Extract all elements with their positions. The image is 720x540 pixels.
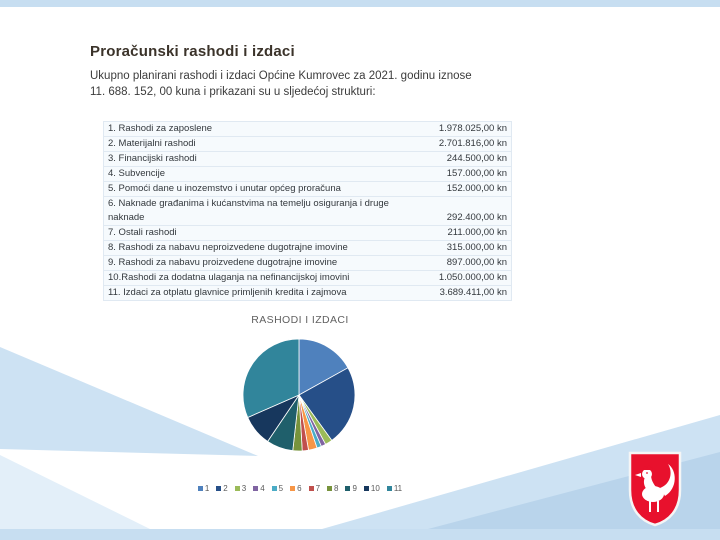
legend-swatch [309, 486, 314, 491]
top-accent-strip [0, 0, 720, 7]
row-value: 1.978.025,00 kn [431, 122, 512, 137]
legend-swatch [387, 486, 392, 491]
table-row [104, 271, 512, 286]
chart-title: RASHODI I IZDACI [251, 314, 349, 326]
budget-table [103, 121, 512, 301]
legend-item [290, 484, 301, 493]
row-label: 8. Rashodi za nabavu neproizvedene dugotrajne imovine [104, 241, 431, 256]
row-label: 11. Izdaci za otplatu glavnice primljenih kredita i zajmova [104, 286, 431, 301]
legend-item [364, 484, 380, 493]
legend-label: 10 [370, 484, 380, 493]
legend-swatch [253, 486, 258, 491]
legend-item [327, 484, 338, 493]
legend-item [272, 484, 283, 493]
legend-item [253, 484, 264, 493]
row-value: 292.400,00 kn [431, 197, 512, 226]
legend-label: 8 [334, 484, 339, 493]
kumrovec-coat-of-arms-icon [627, 450, 683, 528]
row-value: 315.000,00 kn [431, 241, 512, 256]
row-label: 7. Ostali rashodi [104, 226, 431, 241]
slide-title: Proračunski rashodi i izdaci [90, 43, 295, 60]
row-value: 2.701.816,00 kn [431, 137, 512, 152]
legend-swatch [327, 486, 332, 491]
legend-label: 11 [393, 484, 403, 493]
row-label: 5. Pomoći dane u inozemstvo i unutar općeg proračuna [104, 182, 431, 197]
table-row [104, 122, 512, 137]
intro-line-1: Ukupno planirani rashodi i izdaci Općine Kumrovec za 2021. godinu iznose [90, 70, 472, 82]
rooster-eye [646, 472, 648, 474]
row-label: 9. Rashodi za nabavu proizvedene dugotrajne imovine [104, 256, 431, 271]
legend-item [345, 484, 356, 493]
row-value: 1.050.000,00 kn [431, 271, 512, 286]
legend-label: 9 [352, 484, 357, 493]
pie-chart-svg [240, 336, 358, 454]
row-label: 10.Rashodi za dodatna ulaganja na nefinancijskoj imovini [104, 271, 431, 286]
table-row [104, 226, 512, 241]
legend-label: 4 [260, 484, 265, 493]
legend-swatch [198, 486, 203, 491]
table-row [104, 182, 512, 197]
row-label: 6. Naknade građanima i kućanstvima na temelju osiguranja i druge naknade [104, 197, 431, 226]
row-label: 1. Rashodi za zaposlene [104, 122, 431, 137]
legend-swatch [345, 486, 350, 491]
table-row [104, 137, 512, 152]
row-value: 3.689.411,00 kn [431, 286, 512, 301]
legend-item [198, 484, 209, 493]
table-row [104, 286, 512, 301]
legend-label: 2 [223, 484, 228, 493]
legend-swatch [290, 486, 295, 491]
row-value: 244.500,00 kn [431, 152, 512, 167]
left-decorative-wedge [0, 347, 258, 456]
budget-table-body [104, 122, 512, 301]
legend-item [235, 484, 246, 493]
legend-label: 5 [278, 484, 284, 493]
table-row [104, 167, 512, 182]
legend-item [216, 484, 227, 493]
legend-label: 3 [241, 484, 247, 493]
legend-label: 6 [297, 484, 302, 493]
table-row [104, 256, 512, 271]
intro-line-2: 11. 688. 152, 00 kuna i prikazani su u sljedećoj strukturi: [90, 85, 376, 98]
table-row [104, 152, 512, 167]
legend-label: 7 [315, 484, 321, 493]
bottom-accent-strip [0, 529, 720, 540]
row-label: 4. Subvencije [104, 167, 431, 182]
legend-swatch [364, 486, 369, 491]
legend-swatch [216, 486, 221, 491]
row-label: 2. Materijalni rashodi [104, 137, 431, 152]
row-value: 157.000,00 kn [431, 167, 512, 182]
row-value: 152.000,00 kn [431, 182, 512, 197]
row-value: 211.000,00 kn [431, 226, 512, 241]
chart-legend [0, 484, 600, 493]
legend-swatch [272, 486, 277, 491]
table-row [104, 241, 512, 256]
row-label: 3. Financijski rashodi [104, 152, 431, 167]
legend-item [309, 484, 320, 493]
row-value: 897.000,00 kn [431, 256, 512, 271]
intro-text [90, 69, 650, 100]
legend-label: 1 [204, 484, 210, 493]
table-row [104, 197, 512, 226]
legend-swatch [235, 486, 240, 491]
legend-item [387, 484, 402, 493]
